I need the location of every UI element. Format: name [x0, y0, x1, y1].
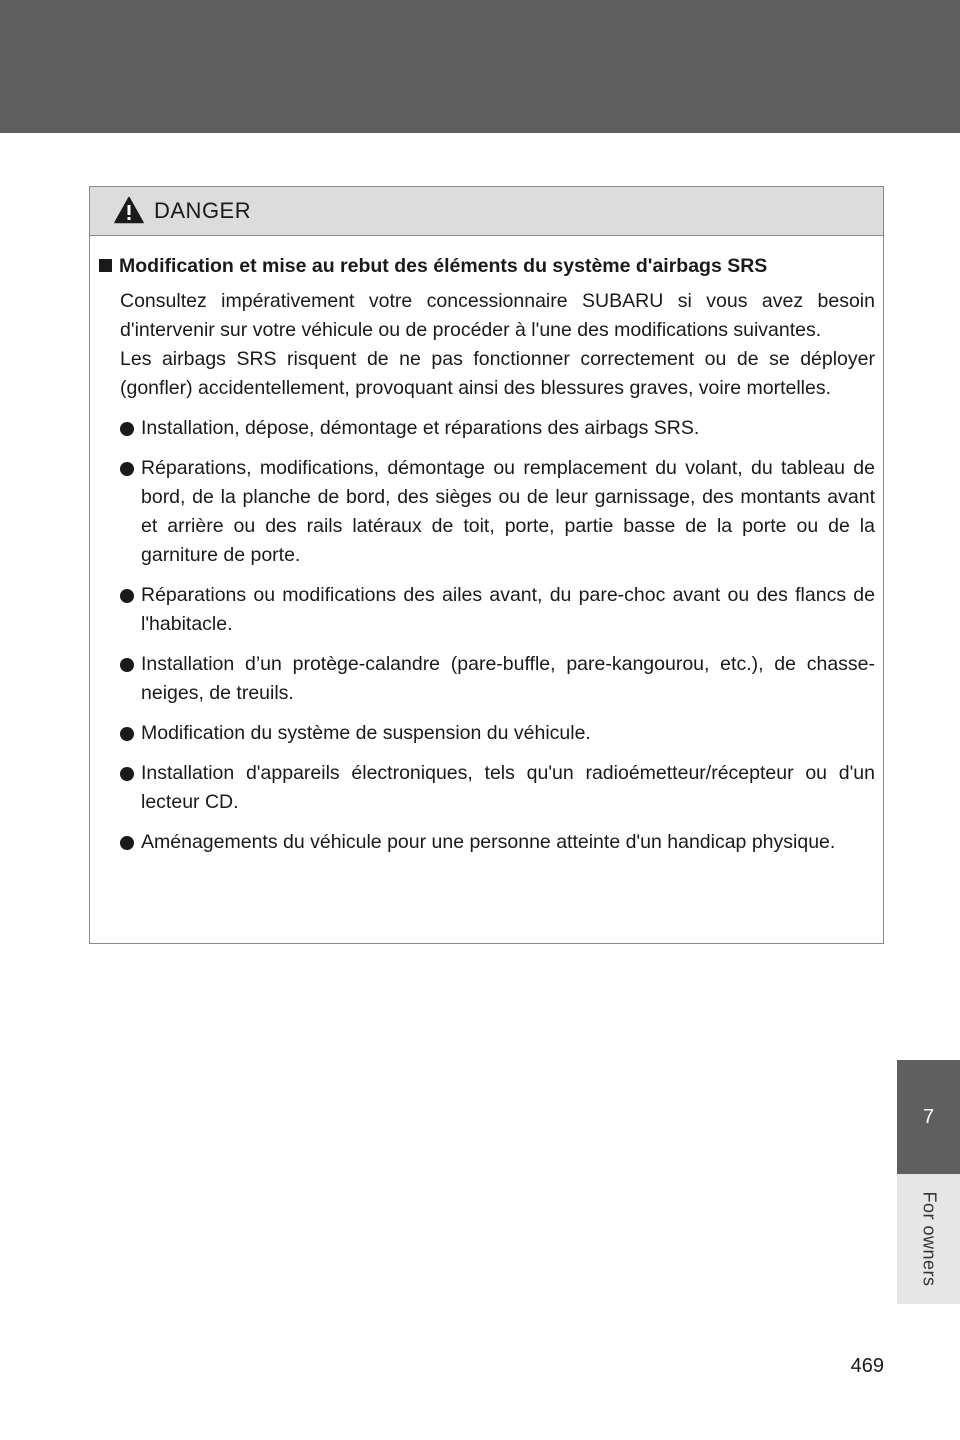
intro-paragraph-2: Les airbags SRS risquent de ne pas fonctionner correctement ou de se déployer (gonfler) accidentellement, provoquant ainsi des blessures graves, voire mortelles. [120, 348, 875, 399]
list-item-text: Aménagements du véhicule pour une personne atteinte d'un handicap physique. [141, 831, 836, 853]
danger-notice-box [89, 186, 884, 944]
chapter-label-tab [897, 1174, 960, 1304]
list-item [120, 650, 875, 708]
square-bullet-icon [99, 259, 112, 272]
list-item-text: Installation, dépose, démontage et réparations des airbags SRS. [141, 417, 700, 439]
list-item [120, 581, 875, 639]
chapter-number: 7 [922, 1106, 935, 1128]
list-item [120, 828, 875, 857]
chapter-label: For owners [919, 1191, 939, 1287]
list-item-text: Installation d'appareils électroniques, tels qu'un radioémetteur/récepteur ou d'un lecteur CD. [141, 762, 875, 813]
section-title [99, 252, 875, 281]
danger-label: DANGER [154, 198, 252, 223]
list-item-text: Modification du système de suspension du véhicule. [141, 722, 591, 744]
intro-text [120, 287, 875, 403]
warning-triangle-icon [114, 196, 144, 224]
bullet-dot-icon [120, 658, 134, 672]
list-item-text: Réparations, modifications, démontage ou remplacement du volant, du tableau de bord, de la planche de bord, des sièges ou de leur garnissage, des montants avant et arrière ou des rails latéraux de toit, porte, partie basse de la porte ou de la garniture de porte. [141, 457, 875, 566]
bullet-dot-icon [120, 462, 134, 476]
danger-header [90, 187, 883, 236]
list-item-text: Installation d’un protège-calandre (pare-buffle, pare-kangourou, etc.), de chasse-neiges, de treuils. [141, 653, 875, 704]
bullet-dot-icon [120, 422, 134, 436]
modification-list [99, 414, 875, 857]
list-item [120, 719, 875, 748]
bullet-dot-icon [120, 767, 134, 781]
list-item [120, 454, 875, 570]
bullet-dot-icon [120, 589, 134, 603]
intro-paragraph-1: Consultez impérativement votre concessionnaire SUBARU si vous avez besoin d'intervenir sur votre véhicule ou de procéder à l'une des modifications suivantes. [120, 290, 875, 341]
list-item-text: Réparations ou modifications des ailes avant, du pare-choc avant ou des flancs de l'habitacle. [141, 584, 875, 635]
list-item [120, 759, 875, 817]
bullet-dot-icon [120, 836, 134, 850]
section-title-text: Modification et mise au rebut des éléments du système d'airbags SRS [119, 255, 768, 277]
danger-body [90, 236, 883, 857]
bullet-dot-icon [120, 727, 134, 741]
list-item [120, 414, 875, 443]
page-number: 469 [850, 1355, 884, 1377]
top-header-band [0, 0, 960, 133]
chapter-tab[interactable] [897, 1060, 960, 1174]
